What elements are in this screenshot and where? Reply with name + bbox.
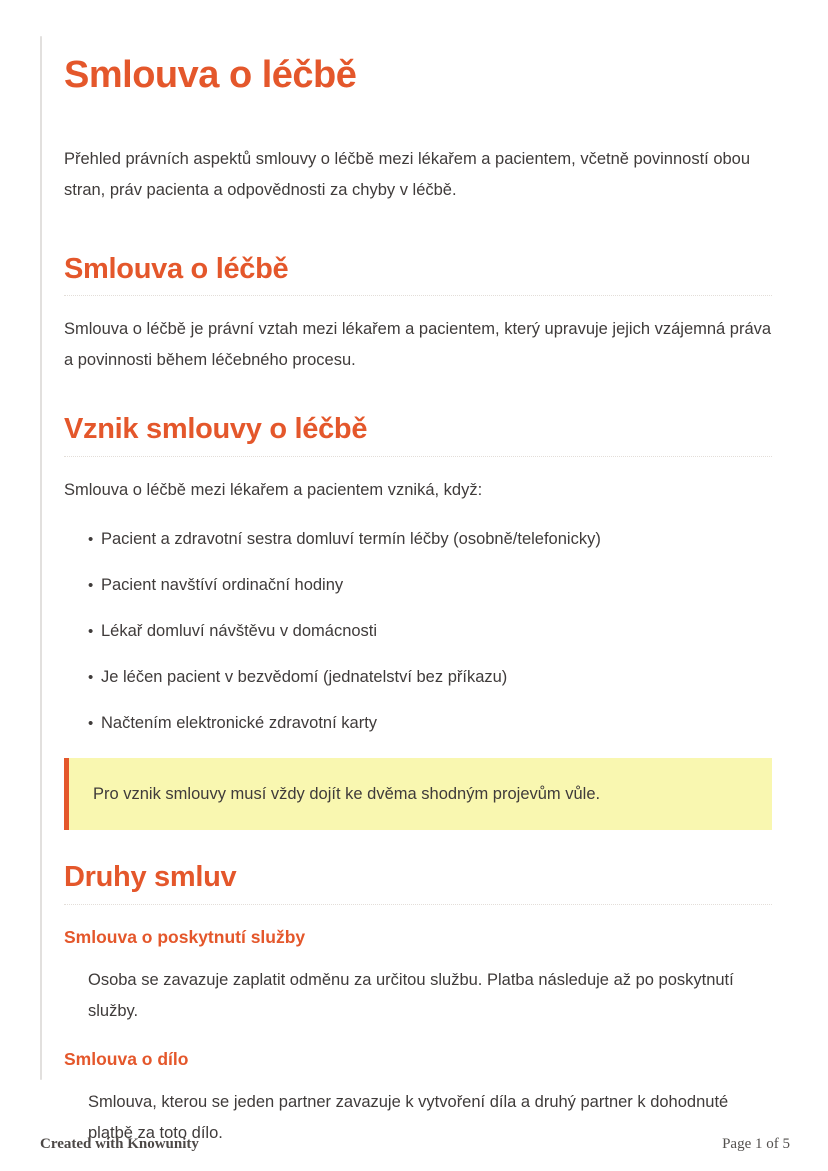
list-item: • Pacient a zdravotní sestra domluví termín léčby (osobně/telefonicky): [88, 528, 772, 551]
section-heading-smlouva: Smlouva o léčbě: [64, 252, 772, 297]
subsection-body-dilo: Smlouva, kterou se jeden partner zavazuje k vytvoření díla a druhý partner k dohodnuté platbě za toto dílo.: [88, 1093, 729, 1143]
subsection-sluzba: [64, 927, 772, 1027]
document-title: Smlouva o léčbě: [64, 54, 357, 96]
subsection-body-sluzba: Osoba se zavazuje zaplatit odměnu za určitou službu. Platba následuje až po poskytnutí služby.: [88, 971, 734, 1021]
subsection-title-sluzba: Smlouva o poskytnutí služby: [64, 927, 306, 948]
page-edge-line: [40, 36, 42, 1080]
section-smlouva-body: Smlouva o léčbě je právní vztah mezi lékařem a pacientem, který upravuje jejich vzájemná práva a povinnosti během léčebného procesu.: [64, 320, 772, 370]
document-content: [64, 54, 772, 1171]
list-item: • Pacient navštíví ordinační hodiny: [88, 574, 772, 597]
subsection-dilo: [64, 1049, 772, 1149]
section-heading-druhy: Druhy smluv: [64, 860, 772, 905]
intro-paragraph: Přehled právních aspektů smlouvy o léčbě mezi lékařem a pacientem, včetně povinností obou stran, práv pacienta a odpovědnosti za chyby v léčbě.: [64, 149, 751, 199]
vznik-bullet-list: [64, 528, 772, 735]
list-item: • Načtením elektronické zdravotní karty: [88, 712, 772, 735]
section-vznik: [64, 412, 772, 830]
page-footer: [40, 1136, 790, 1153]
section-heading-vznik: Vznik smlouvy o léčbě: [64, 412, 772, 457]
callout-text: Pro vznik smlouvy musí vždy dojít ke dvěma shodným projevům vůle.: [93, 785, 601, 804]
highlight-callout: [64, 758, 772, 830]
section-vznik-lead: Smlouva o léčbě mezi lékařem a pacientem vzniká, když:: [64, 481, 483, 500]
subsection-title-dilo: Smlouva o dílo: [64, 1049, 189, 1070]
list-item: • Je léčen pacient v bezvědomí (jednatelství bez příkazu): [88, 666, 772, 689]
section-druhy: [64, 860, 772, 1149]
footer-brand: Created with Knowunity: [40, 1136, 199, 1152]
list-item: • Lékař domluví návštěvu v domácnosti: [88, 620, 772, 643]
footer-page-number: Page 1 of 5: [722, 1136, 790, 1152]
section-smlouva: [64, 252, 772, 377]
